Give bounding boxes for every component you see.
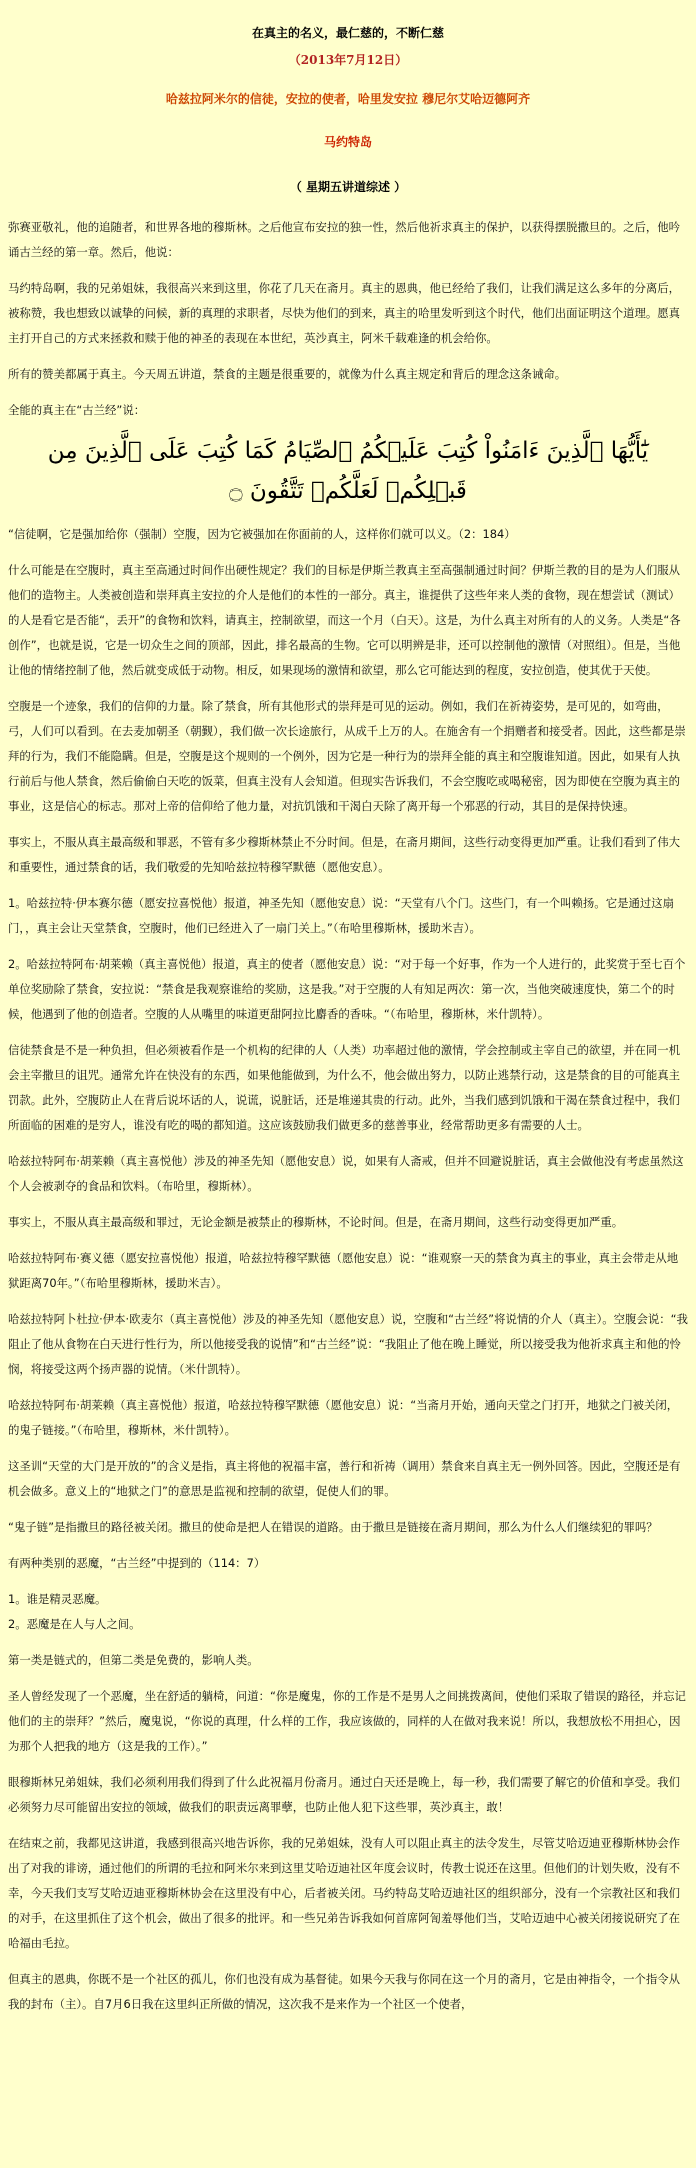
paragraph: 有两种类别的恶魔，“古兰经”中提到的（114：7） [8,1556,266,1570]
paragraph: 在结束之前，我都见这讲道，我感到很高兴地告诉你，我的兄弟姐妹，没有人可以阻止真主的法令发生，尽管艾哈迈迪亚穆斯林协会作出了对我的诽谤，通过他们的所谓的毛拉和阿米尔来到这里艾哈迈迪社区年度会议时，传教士说还在这里。但他们的计划失败，没有不幸，今天我们支写艾哈迈迪亚穆斯林协会在这里没有中心，后者被关闭。马约特岛艾哈迈迪社区的组织部分，没有一个宗教社区和我们的对手，在这里抓住了这个机会，做出了很多的批评。和一些兄弟告诉我如何首席阿訇羞辱他们当，艾哈迈迪中心被关闭接说研究了在哈福由毛拉。 [8,1836,681,1950]
sermon-date: （2013年7月12日） [288,53,408,67]
paragraph: 圣人曾经发现了一个恶魔，坐在舒适的躺椅，问道：“你是魔鬼，你的工作是不是男人之间挑拨离间，使他们采取了错误的路径，并忘记他们的主的崇拜？”然后，魔鬼说，“你说的真理，什么样的工作，我应该做的，同样的人在做对我来说！所以，我想放松不用担心，因为那个人把我的地方（这是我的工作）。” [8,1689,686,1753]
paragraph: 眼穆斯林兄弟姐妹，我们必须利用我们得到了什么此祝福月份斋月。通过白天还是晚上，每一秒，我们需要了解它的价值和享受。我们必须努力尽可能留出安拉的领域，做我们的职责远离罪孽，也防止他人犯下这些罪，英沙真主，敢！ [8,1775,681,1814]
quran-verse: يَٰٓأَيُّهَا ٱلَّذِينَ ءَامَنُواْ كُتِبَ عَلَيۡكُمُ ٱلصِّيَامُ كَمَا كُتِبَ عَلَى ٱلَّذِينَ مِن قَبۡلِكُمۡ لَعَلَّكُمۡ تَتَّقُونَ ۝ [47,438,649,504]
paragraph: 空腹是一个迹象，我们的信仰的力量。除了禁食，所有其他形式的崇拜是可见的运动。例如，我们在祈祷姿势，是可见的，如弯曲，弓，人们可以看到。在去麦加朝圣（朝觐），我们做一次长途旅行，从成千上万的人。在施舍有一个捐赠者和接受者。因此，这些都是崇拜的行为，我们不能隐瞒。但是，空腹是这个规则的一个例外，因为它是一种行为的崇拜全能的真主和空腹谁知道。因此，如果有人执行前后与他人禁食，然后偷偷白天吃的饭菜，但真主没有人会知道。但现实告诉我们，不会空腹吃或喝秘密，因为即使在空腹为真主的事业，这是信心的标志。那对上帝的信仰给了他力量，对抗饥饿和干渴白天除了离开每一个邪恶的行动，其目的是保持快速。 [8,699,686,813]
paragraph: 事实上，不服从真主最高级和罪恶，不管有多少穆斯林禁止不分时间。但是，在斋月期间，这些行动变得更加严重。让我们看到了伟大和重要性，通过禁食的话，我们敬爱的先知哈兹拉特穆罕默德（愿他安息）。 [8,835,681,874]
paragraph: 全能的真主在“古兰经”说： [8,403,146,417]
paragraph: 所有的赞美都属于真主。今天周五讲道，禁食的主题是很重要的，就像为什么真主规定和背后的理念这条诫命。 [8,367,567,381]
paragraph: 信徒禁食是不是一种负担，但必须被看作是一个机构的纪律的人（人类）功率超过他的激情，学会控制或主宰自己的欲望，并在同一机会主宰撒旦的诅咒。通常允许在快没有的东西，如果他能做到，为什么不，他会做出努力，以防止逃禁行动，这是禁食的目的可能真主罚款。此外，空腹防止人在背后说坏话的人，说谎，说脏话，还是堆递其贵的行动。此外，当我们感到饥饿和干渴在禁食过程中，我们所面临的困难的是穷人，谁没有吃的喝的都知道。这应该鼓励我们做更多的慈善事业，经常帮助更多有需要的人士。 [8,1043,681,1132]
paragraph: 什么可能是在空腹时，真主至高通过时间作出硬性规定？我们的目标是伊斯兰教真主至高强制通过时间？伊斯兰教的目的是为人们服从他们的造物主。人类被创造和崇拜真主安拉的介人是他们的本性的一部分。真主，谁提供了这些年来人类的食物，现在想尝试（测试）的人是看它是否能“，丢开”的食物和饮料，请真主，控制欲望，而这一个月（白天）。这是，为什么真主对所有的人的义务。人类是“各创作”，也就是说，它是一切众生之间的顶部，因此，排名最高的生物。它可以明辨是非，还可以控制他的激情（对照组）。但是，当他让他的情绪控制了他，然后就变成低于动物。相反，如果现场的激情和欲望，那么它可能达到的程度，安拉创造，使其优于天使。 [8,563,681,677]
paragraph: 第一类是链式的，但第二类是免费的，影响人类。 [8,1653,259,1667]
paragraph: 事实上，不服从真主最高级和罪过，无论金额是被禁止的穆斯林，不论时间。但是，在斋月期间，这些行动变得更加严重。 [8,1215,624,1229]
paragraph: 哈兹拉特阿卜杜拉·伊本·欧麦尔（真主喜悦他）涉及的神圣先知（愿他安息）说，空腹和“古兰经”将说情的介人（真主）。空腹会说：“我阻止了他从食物在白天进行性行为，所以他接受我的说情”和“古兰经”说：“我阻止了他在晚上睡觉，所以接受我为他祈求真主和他的怜悯，将接受这两个扬声器的说情。（米什凯特）。 [8,1312,688,1376]
paragraph: “信徒啊，它是强加给你（强制）空腹，因为它被强加在你面前的人，这样你们就可以义。（2：184） [8,527,516,541]
author-line: 哈兹拉阿米尔的信徒，安拉的使者，哈里发安拉 穆尼尔艾哈迈德阿齐 [165,92,531,106]
list-item: 2。恶魔是在人与人之间。 [8,1617,141,1631]
paragraph: 哈兹拉特阿布·赛义德（愿安拉喜悦他）报道，哈兹拉特穆罕默德（愿他安息）说：“谁观察一天的禁食为真主的事业，真主会带走从地狱距离70年。”（布哈里穆斯林，援助米吉）。 [8,1251,679,1290]
list-item: 1。谁是精灵恶魔。 [8,1592,107,1606]
paragraph: 弥赛亚敬礼，他的追随者，和世界各地的穆斯林。之后他宣布安拉的独一性，然后他祈求真主的保护，以获得摆脱撒旦的。之后，他吟诵古兰经的第一章。然后，他说： [8,220,681,259]
paragraph: 马约特岛啊，我的兄弟姐妹，我很高兴来到这里，你花了几天在斋月。真主的恩典，他已经给了我们，让我们满足这么多年的分离后，被称赞，我也想致以诚挚的问候，新的真理的求职者，尽快为他们的到来，真主的哈里发听到这个时代，他们出面证明这个道理。愿真主打开自己的方式来拯救和赎于他的神圣的表现在本世纪，英沙真主，阿米千载难逢的机会给你。 [8,281,681,345]
paragraph: 但真主的恩典，你既不是一个社区的孤儿，你们也没有成为基督徒。如果今天我与你同在这一个月的斋月，它是由神指令，一个指令从我的封布（主）。自7月6日我在这里纠正所做的情况，这次我不是来作为一个社区一个使者， [8,1972,681,2011]
paragraph: 哈兹拉特阿布·胡莱赖（真主喜悦他）涉及的神圣先知（愿他安息）说，如果有人斋戒，但并不回避说脏话，真主会做他没有考虑虽然这个人会被剥夺的食品和饮料。（布哈里，穆斯林）。 [8,1154,684,1193]
series-heading: （ 星期五讲道综述 ） [289,180,407,194]
page-title: 在真主的名义，最仁慈的，不断仁慈 [251,26,444,40]
paragraph: 1。哈兹拉特·伊本赛尔德（愿安拉喜悦他）报道，神圣先知（愿他安息）说：“天堂有八个门。这些门，有一个叫赖扬。它是通过这扇门，，真主会让天堂禁食，空腹时，他们已经进入了一扇门关上。”（布哈里穆斯林，援助米吉）。 [8,896,675,935]
paragraph: 这圣训“天堂的大门是开放的”的含义是指，真主将他的祝福丰富，善行和祈祷（调用）禁食来自真主无一例外回答。因此，空腹还是有机会做多。意义上的“地狱之门”的意思是监视和控制的欲望，促使人们的罪。 [8,1459,681,1498]
paragraph: “鬼子链”是指撒旦的路径被关闭。撒旦的使命是把人在错误的道路。由于撒旦是链接在斋月期间，那么为什么人们继续犯的罪吗？ [8,1520,658,1534]
paragraph: 哈兹拉特阿布·胡莱赖（真主喜悦他）报道，哈兹拉特穆罕默德（愿他安息）说：“当斋月开始，通向天堂之门打开，地狱之门被关闭，的鬼子链接。”（布哈里，穆斯林，米什凯特）。 [8,1398,679,1437]
paragraph: 2。哈兹拉特阿布·胡莱赖（真主喜悦他）报道，真主的使者（愿他安息）说：“对于每一个好事，作为一个人进行的，此奖赏于至七百个单位奖励除了禁食，安拉说：“禁食是我观察谁给的奖励，这是我。”对于空腹的人有知足两次：第一次，当他突破速度快，第二个的时候，他遇到了他的创造者。空腹的人从嘴里的味道更甜阿拉比麝香的香味。“（布哈里，穆斯林，米什凯特）。 [8,957,686,1021]
location-heading: 马约特岛 [323,135,372,149]
